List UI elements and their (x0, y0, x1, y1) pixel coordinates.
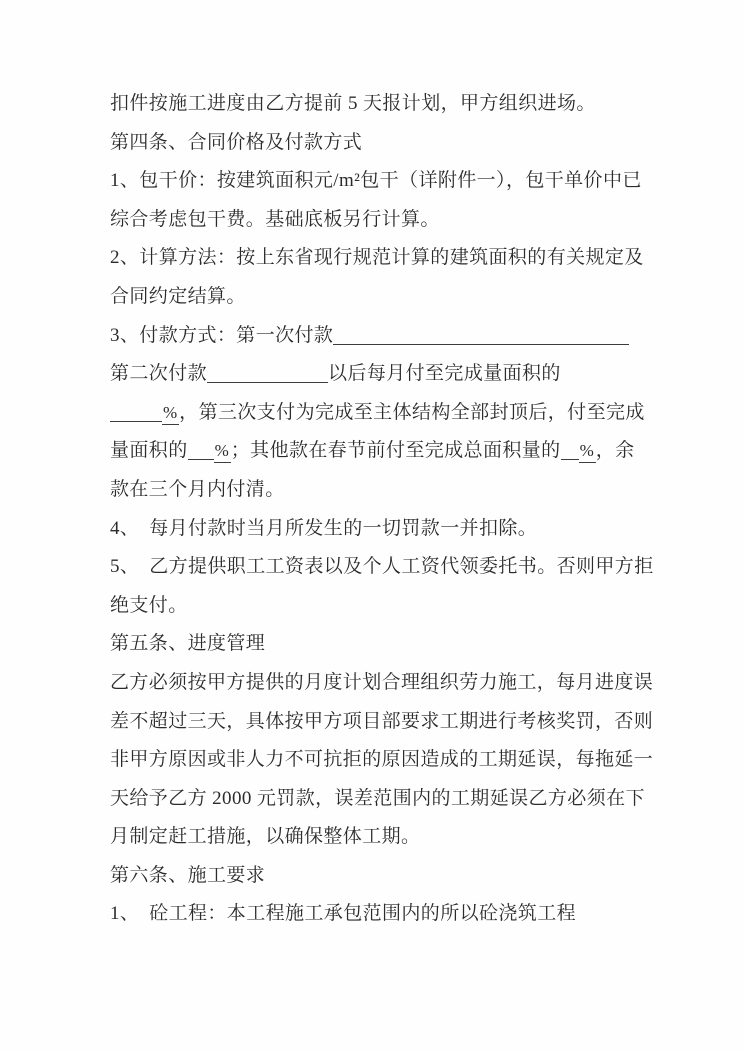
text-run: 第六条、施工要求 (110, 864, 266, 886)
line-progress-1 (110, 664, 690, 703)
text-run: 综合考虑包干费。基础底板另行计算。 (110, 208, 440, 230)
heading-article5 (110, 625, 690, 664)
line-payment-remainder (110, 471, 690, 510)
line-wage-table-1 (110, 548, 690, 587)
text-run: 1、包干价：按建筑面积元/m²包干（详附件一），包干单价中已 (110, 170, 642, 192)
text-run: 第四条、合同价格及付款方式 (110, 131, 363, 153)
text-run: ，余 (595, 440, 635, 462)
text-run: 月制定赶工措施，以确保整体工期。 (110, 826, 421, 848)
text-run: 非甲方原因或非人力不可抗拒的原因造成的工期延误，每拖延一 (110, 749, 654, 771)
text-run: 第二次付款 (110, 363, 208, 385)
text-run: 以后每月付至完成量面积的 (328, 363, 561, 385)
fill-in-blank (561, 440, 579, 460)
fill-in-percent-sign: % (162, 404, 179, 425)
fill-in-percent-sign: % (579, 442, 596, 463)
text-run: 3、付款方式：第一次付款 (110, 324, 334, 346)
heading-article6 (110, 857, 690, 896)
text-run: 2、计算方法：按上东省现行规范计算的建筑面积的有关规定及 (110, 247, 644, 269)
line-concrete-works (110, 895, 690, 934)
line-payment-second (110, 355, 690, 394)
text-run: 款在三个月内付清。 (110, 478, 285, 500)
text-run: 1、 砼工程：本工程施工承包范围内的所以砼浇筑工程 (110, 903, 577, 925)
text-run: 4、 每月付款时当月所发生的一切罚款一并扣除。 (110, 517, 538, 539)
line-calc-method-1 (110, 239, 690, 278)
line-monthly-deduction (110, 510, 690, 549)
heading-article4 (110, 124, 690, 163)
text-run: 绝支付。 (110, 594, 188, 616)
text-run: 第五条、进度管理 (110, 633, 266, 655)
line-calc-method-2 (110, 278, 690, 317)
text-run: 合同约定结算。 (110, 285, 246, 307)
line-payment-first (110, 317, 690, 356)
line-payment-third (110, 394, 690, 433)
text-run: 5、 乙方提供职工工资表以及个人工资代领委托书。否则甲方拒 (110, 556, 654, 578)
fill-in-percent-sign: % (214, 442, 231, 463)
fill-in-blank (207, 363, 328, 383)
line-lumpsum-price-1 (110, 162, 690, 201)
fill-in-blank (110, 402, 162, 422)
line-progress-4 (110, 780, 690, 819)
line-wage-table-2 (110, 587, 690, 626)
fill-in-blank (188, 440, 214, 460)
line-progress-3 (110, 741, 690, 780)
text-run: ，第三次支付为完成至主体结构全部封顶后，付至完成 (179, 401, 645, 423)
text-run: 量面积的 (110, 440, 188, 462)
text-run: 天给予乙方 2000 元罚款，误差范围内的工期延误乙方必须在下 (110, 787, 645, 809)
line-payment-other (110, 432, 690, 471)
line-progress-2 (110, 703, 690, 742)
line-equipment-entry (110, 85, 690, 124)
text-run: 差不超过三天，具体按甲方项目部要求工期进行考核奖罚，否则 (110, 710, 654, 732)
text-run: 扣件按施工进度由乙方提前 5 天报计划，甲方组织进场。 (110, 93, 596, 114)
contract-text-body (110, 85, 690, 934)
fill-in-blank (333, 325, 629, 345)
line-progress-5 (110, 818, 690, 857)
text-run: 乙方必须按甲方提供的月度计划合理组织劳力施工，每月进度误 (110, 671, 654, 693)
line-lumpsum-price-2 (110, 201, 690, 240)
text-run: ；其他款在春节前付至完成总面积量的 (230, 440, 561, 462)
